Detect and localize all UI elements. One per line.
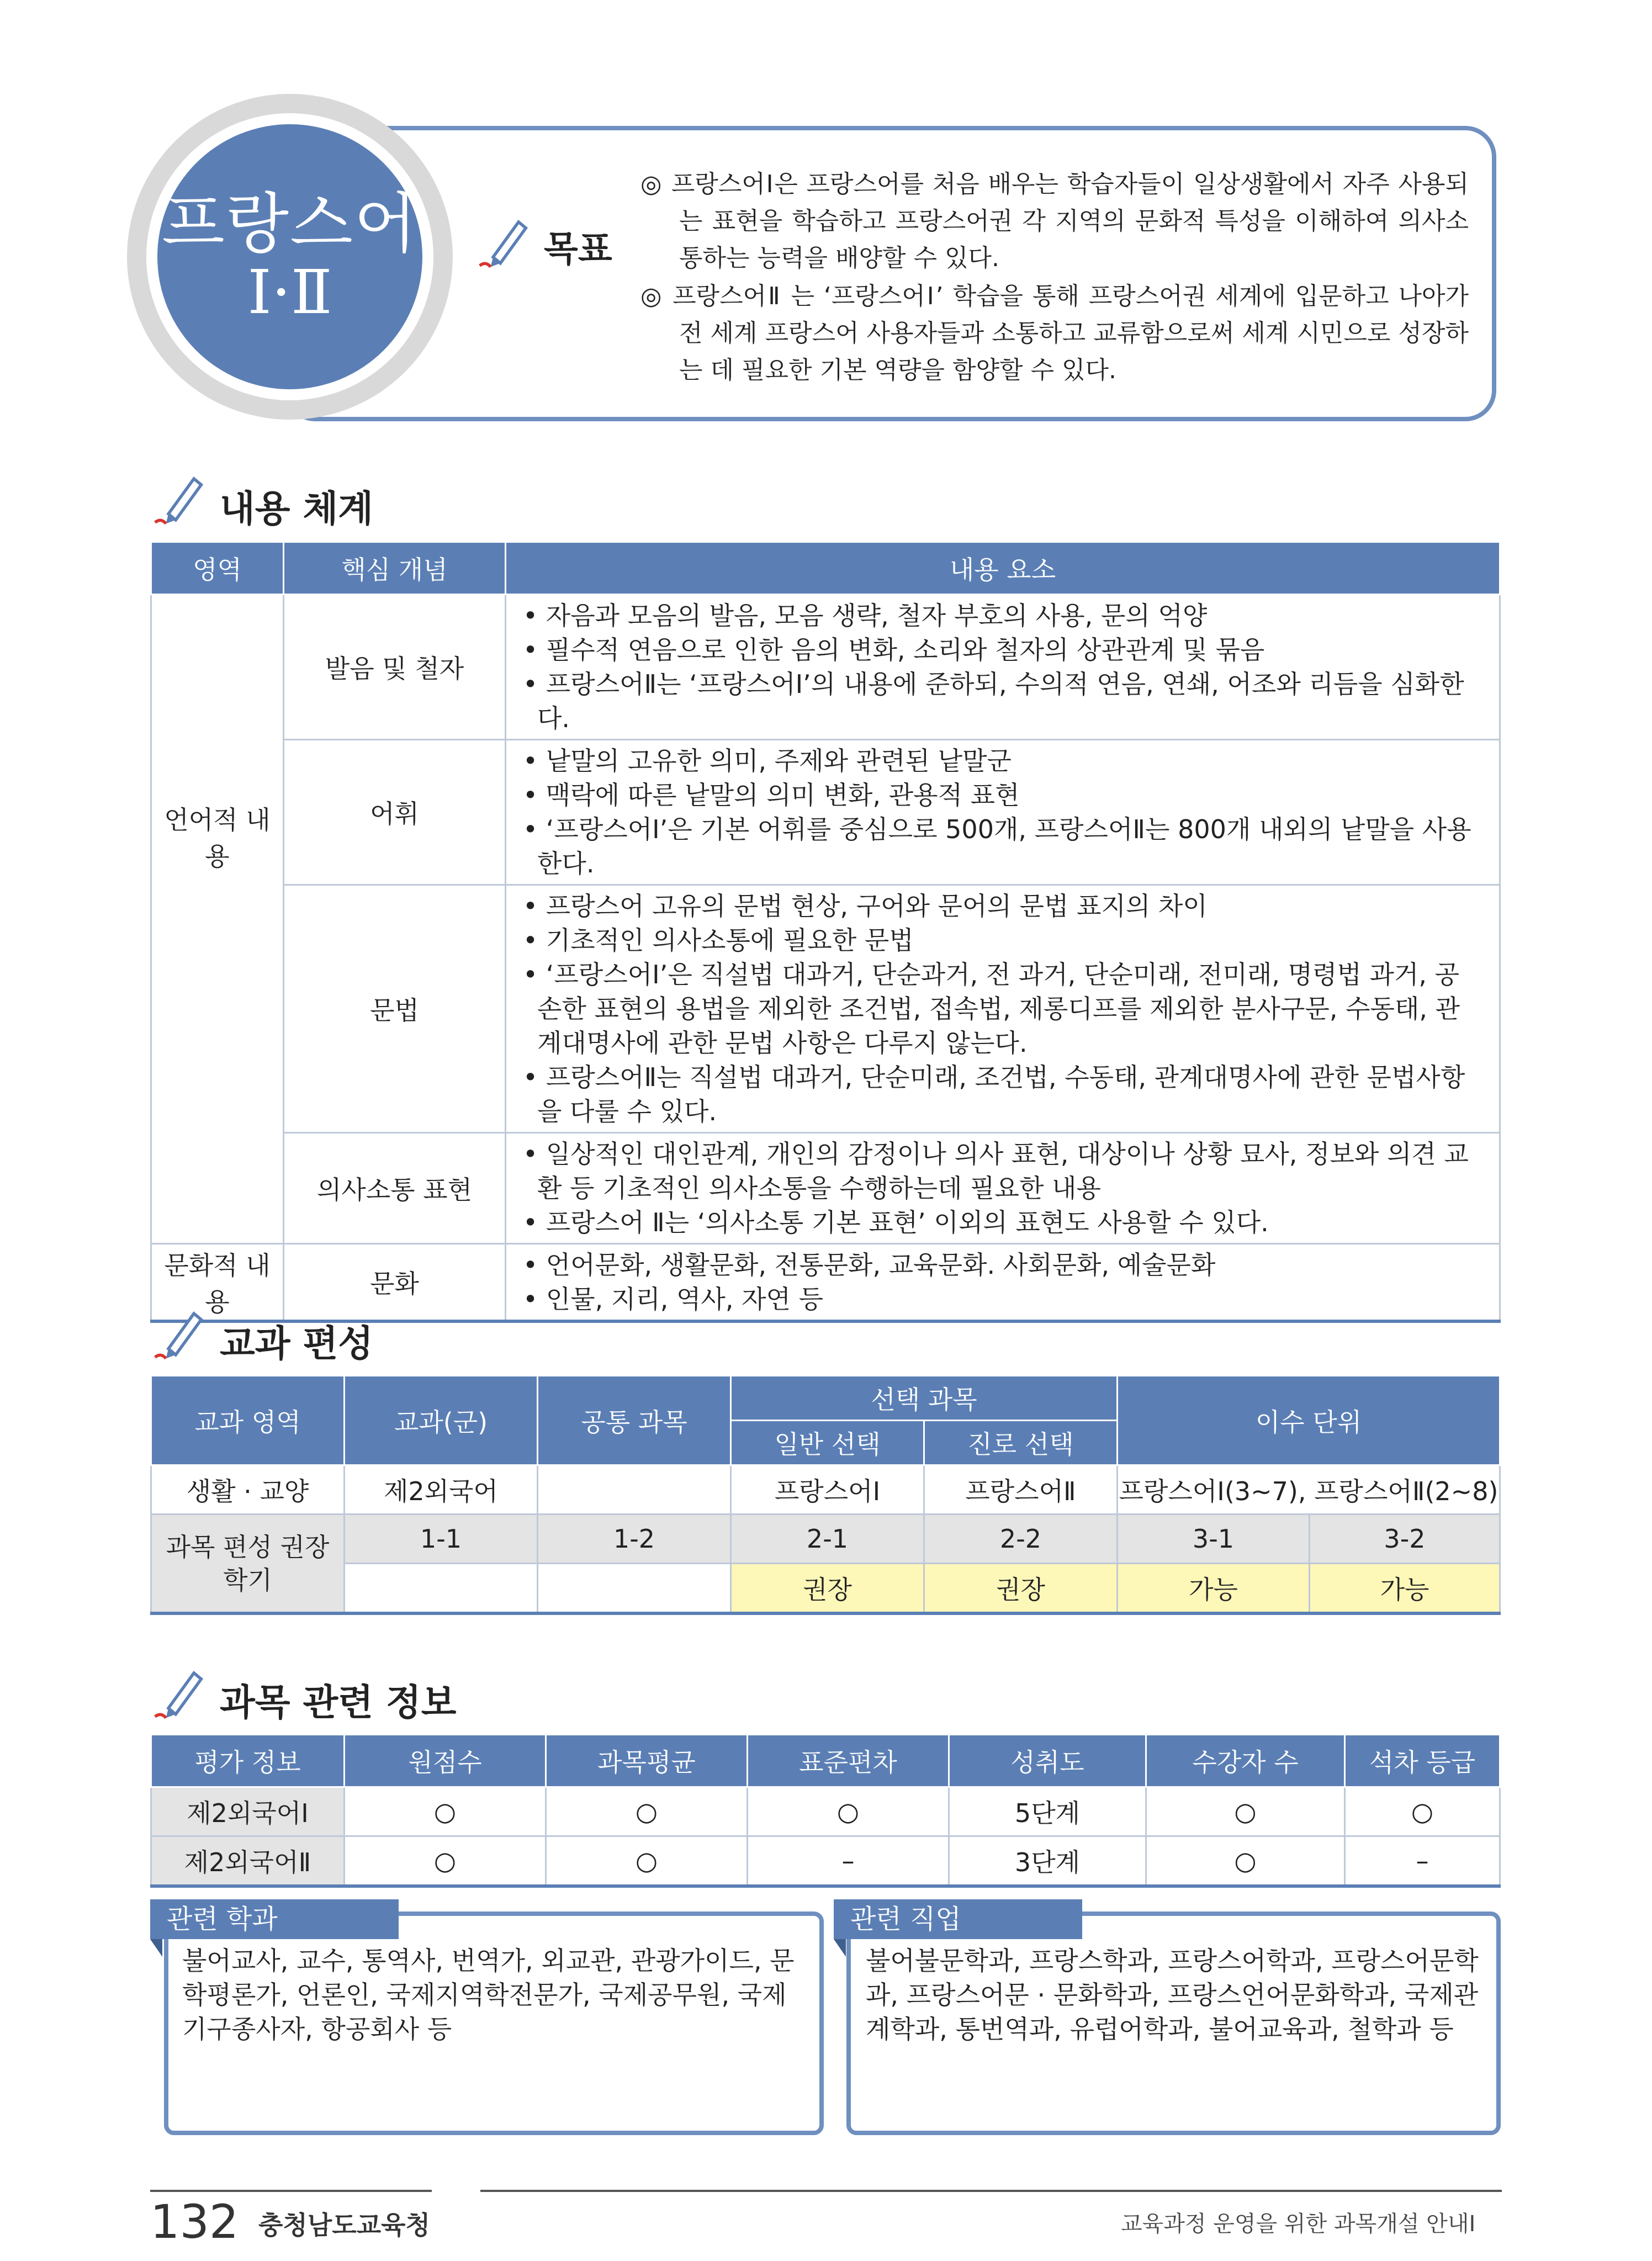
info-cell: – bbox=[748, 1836, 949, 1887]
semester-cell: 3-2 bbox=[1310, 1515, 1500, 1564]
info-cell: ○ bbox=[748, 1787, 949, 1836]
header-cell: 원점수 bbox=[345, 1735, 546, 1787]
info-cell: ○ bbox=[1146, 1836, 1345, 1887]
org-units: 프랑스어Ⅰ(3~7), 프랑스어Ⅱ(2~8) bbox=[1118, 1465, 1500, 1515]
table-row bbox=[151, 1133, 1500, 1244]
info-cell: ○ bbox=[1146, 1787, 1345, 1836]
area-language: 언어적 내용 bbox=[151, 595, 284, 1244]
semester-cell: 2-2 bbox=[924, 1515, 1118, 1564]
header-elective: 선택 과목 bbox=[731, 1376, 1118, 1421]
header-units: 이수 단위 bbox=[1118, 1376, 1500, 1465]
goal-paragraph-2: ◎ 프랑스어Ⅱ 는 ‘프랑스어Ⅰ’ 학습을 통해 프랑스어권 세계에 입문하고 나아가 전 세계 프랑스어 사용자들과 소통하고 교류함으로써 세계 시민으로 성장하는 데 필요한 기본 역량을 함양할 수 있다. bbox=[640, 282, 1469, 384]
guide-title: 교육과정 운영을 위한 과목개설 안내Ⅰ bbox=[1121, 2211, 1476, 2237]
items-cell bbox=[506, 885, 1500, 1133]
header-area: 교과 영역 bbox=[151, 1376, 345, 1465]
list-item: • 자음과 모음의 발음, 모음 생략, 철자 부호의 사용, 문의 억양 bbox=[523, 601, 1208, 631]
table-row bbox=[151, 1564, 1500, 1614]
list-item: • 필수적 연음으로 인한 음의 변화, 소리와 철자의 상관관계 및 묶음 bbox=[523, 635, 1265, 665]
semester-label: 과목 편성 권장 학기 bbox=[151, 1515, 345, 1614]
table-row bbox=[151, 1836, 1500, 1887]
header-concept: 핵심 개념 bbox=[284, 542, 506, 595]
related-dept-text: 불어교사, 교수, 통역사, 번역가, 외교관, 관광가이드, 문학평론가, 언론인, 국제지역학전문가, 국제공무원, 국제기구종사자, 항공회사 등 bbox=[182, 1946, 795, 2044]
header-area: 영역 bbox=[151, 542, 284, 595]
header-items: 내용 요소 bbox=[506, 542, 1500, 595]
header-career: 진로 선택 bbox=[924, 1421, 1118, 1465]
items-cell bbox=[506, 740, 1500, 885]
pencil-icon bbox=[475, 210, 536, 271]
list-item: • 맥락에 따른 낱말의 의미 변화, 관용적 표현 bbox=[523, 780, 1020, 810]
header-common: 공통 과목 bbox=[538, 1376, 731, 1465]
concept-cell: 문법 bbox=[284, 885, 506, 1133]
concept-cell: 문화 bbox=[284, 1244, 506, 1322]
org-header-row-1 bbox=[151, 1376, 1500, 1421]
list-item: • 일상적인 대인관계, 개인의 감정이나 의사 표현, 대상이나 상황 묘사, 정보와 의견 교환 등 기초적인 의사소통을 수행하는데 필요한 내용 bbox=[523, 1139, 1469, 1203]
content-table-header bbox=[151, 542, 1500, 595]
section-title-content: 내용 체계 bbox=[220, 488, 374, 530]
header-cell: 표준편차 bbox=[748, 1735, 949, 1787]
org-area: 생활 · 교양 bbox=[151, 1465, 345, 1515]
pencil-icon bbox=[150, 1301, 211, 1362]
content-table bbox=[150, 541, 1501, 1323]
goal-text bbox=[640, 166, 1469, 390]
badge-roman: Ⅰ·Ⅱ bbox=[247, 257, 332, 327]
recommend-cell bbox=[345, 1564, 538, 1614]
footer-rule bbox=[150, 2190, 432, 2192]
info-cell: 3단계 bbox=[949, 1836, 1146, 1887]
items-cell bbox=[506, 595, 1500, 740]
org-common bbox=[538, 1465, 731, 1515]
concept-cell: 의사소통 표현 bbox=[284, 1133, 506, 1244]
table-row bbox=[151, 1515, 1500, 1564]
semester-cell: 2-1 bbox=[731, 1515, 924, 1564]
concept-cell: 발음 및 철자 bbox=[284, 595, 506, 740]
list-item: • 언어문화, 생활문화, 전통문화, 교육문화. 사회문화, 예술문화 bbox=[523, 1250, 1216, 1280]
info-cell: 5단계 bbox=[949, 1787, 1146, 1836]
list-item: • 프랑스어 고유의 문법 현상, 구어와 문어의 문법 표지의 차이 bbox=[523, 891, 1208, 921]
table-row bbox=[151, 1787, 1500, 1836]
table-row bbox=[151, 740, 1500, 885]
info-header-row bbox=[151, 1735, 1500, 1787]
section-title-organization: 교과 편성 bbox=[220, 1322, 374, 1365]
concept-cell: 어휘 bbox=[284, 740, 506, 885]
org-general: 프랑스어Ⅰ bbox=[731, 1465, 924, 1515]
badge-title: 프랑스어 bbox=[162, 186, 418, 262]
header-cell: 평가 정보 bbox=[151, 1735, 345, 1787]
recommend-cell bbox=[538, 1564, 731, 1614]
items-cell bbox=[506, 1133, 1500, 1244]
list-item: • ‘프랑스어Ⅰ’은 기본 어휘를 중심으로 500개, 프랑스어Ⅱ는 800개 내외의 낱말을 사용한다. bbox=[523, 814, 1471, 878]
table-row bbox=[151, 885, 1500, 1133]
related-job-text: 불어불문학과, 프랑스학과, 프랑스어학과, 프랑스어문학과, 프랑스어문 · 문화학과, 프랑스언어문화학과, 국제관계학과, 통번역과, 유럽어학과, 불어교육과, 철학과 등 bbox=[866, 1946, 1479, 2044]
table-row bbox=[151, 1244, 1500, 1322]
list-item: • 프랑스어 Ⅱ는 ‘의사소통 기본 표현’ 이외의 표현도 사용할 수 있다. bbox=[523, 1208, 1269, 1237]
info-cell: ○ bbox=[345, 1836, 546, 1887]
page-number: 132 bbox=[150, 2195, 239, 2249]
info-cell: ○ bbox=[345, 1787, 546, 1836]
goal-label: 목표 bbox=[544, 229, 612, 270]
list-item: • 인물, 지리, 역사, 자연 등 bbox=[523, 1284, 824, 1314]
tab-fold bbox=[834, 1939, 846, 1957]
org-group: 제2외국어 bbox=[345, 1465, 538, 1515]
header-cell: 석차 등급 bbox=[1345, 1735, 1500, 1787]
area-culture: 문화적 내용 bbox=[151, 1244, 284, 1322]
goal-paragraph-1: ◎ 프랑스어Ⅰ은 프랑스어를 처음 배우는 학습자들이 일상생활에서 자주 사용되는 표현을 학습하고 프랑스어권 각 지역의 문화적 특성을 이해하여 의사소통하는 능력을 배양할 수 있다. bbox=[640, 170, 1469, 272]
table-row bbox=[151, 595, 1500, 740]
org-career: 프랑스어Ⅱ bbox=[924, 1465, 1118, 1515]
list-item: • ‘프랑스어Ⅰ’은 직설법 대과거, 단순과거, 전 과거, 단순미래, 전미래, 명령법 과거, 공손한 표현의 용법을 제외한 조건법, 접속법, 제롱디프를 제외한 분사구문, 수동태, 관계대명사에 관한 문법 사항은 다루지 않는다. bbox=[523, 960, 1460, 1058]
list-item: • 기초적인 의사소통에 필요한 문법 bbox=[523, 925, 914, 955]
footer-rule bbox=[480, 2190, 1502, 2192]
subject-badge bbox=[157, 124, 422, 389]
header-cell: 수강자 수 bbox=[1146, 1735, 1345, 1787]
header-general: 일반 선택 bbox=[731, 1421, 924, 1465]
info-cell: ○ bbox=[546, 1836, 748, 1887]
list-item: • 프랑스어Ⅱ는 ‘프랑스어Ⅰ’의 내용에 준하되, 수의적 연음, 연쇄, 어조와 리듬을 심화한다. bbox=[523, 669, 1464, 733]
related-dept-label: 관련 학과 bbox=[150, 1899, 399, 1939]
recommend-cell: 권장 bbox=[731, 1564, 924, 1614]
semester-cell: 3-1 bbox=[1118, 1515, 1310, 1564]
list-item: • 프랑스어Ⅱ는 직설법 대과거, 단순미래, 조건법, 수동태, 관계대명사에 관한 문법사항을 다룰 수 있다. bbox=[523, 1062, 1465, 1126]
info-table bbox=[150, 1734, 1501, 1888]
info-subject: 제2외국어Ⅱ bbox=[151, 1836, 345, 1887]
table-row bbox=[151, 1465, 1500, 1515]
info-cell: – bbox=[1345, 1836, 1500, 1887]
recommend-cell: 가능 bbox=[1310, 1564, 1500, 1614]
semester-cell: 1-1 bbox=[345, 1515, 538, 1564]
pencil-icon bbox=[150, 1661, 211, 1722]
info-cell: ○ bbox=[546, 1787, 748, 1836]
organization-table bbox=[150, 1375, 1501, 1615]
header-cell: 성취도 bbox=[949, 1735, 1146, 1787]
recommend-cell: 권장 bbox=[924, 1564, 1118, 1614]
header-group: 교과(군) bbox=[345, 1376, 538, 1465]
section-title-info: 과목 관련 정보 bbox=[220, 1681, 457, 1724]
list-item: • 낱말의 고유한 의미, 주제와 관련된 낱말군 bbox=[523, 746, 1012, 776]
items-cell bbox=[506, 1244, 1500, 1322]
pencil-icon bbox=[150, 467, 211, 527]
tab-fold bbox=[150, 1939, 162, 1957]
related-job-label: 관련 직업 bbox=[834, 1899, 1082, 1939]
publisher: 충청남도교육청 bbox=[258, 2210, 431, 2240]
header-cell: 과목평균 bbox=[546, 1735, 748, 1787]
semester-cell: 1-2 bbox=[538, 1515, 731, 1564]
recommend-cell: 가능 bbox=[1118, 1564, 1310, 1614]
info-subject: 제2외국어Ⅰ bbox=[151, 1787, 345, 1836]
info-cell: ○ bbox=[1345, 1787, 1500, 1836]
